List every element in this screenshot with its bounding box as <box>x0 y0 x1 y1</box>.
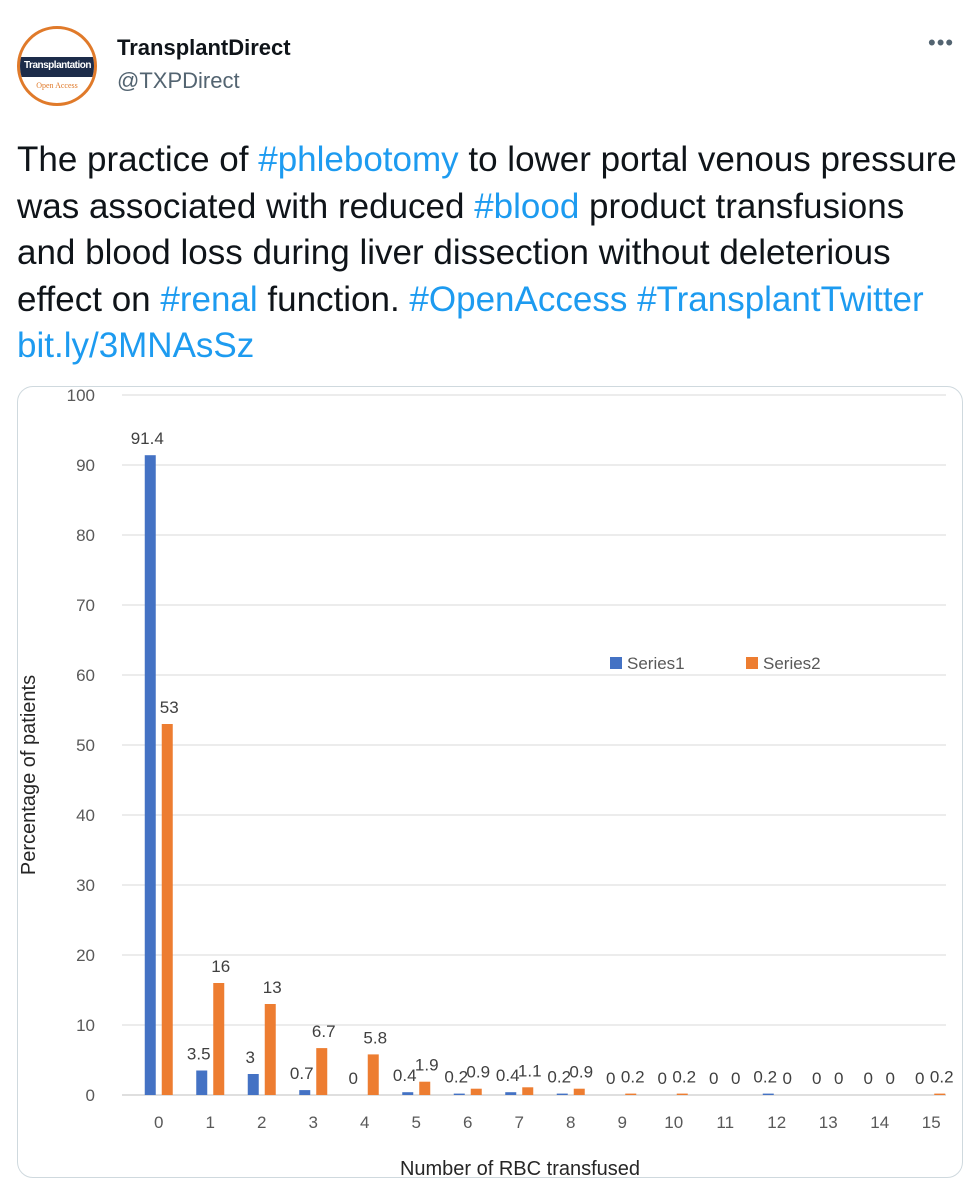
data-label: 0.7 <box>289 1064 314 1084</box>
author-handle[interactable]: @TXPDirect <box>117 68 240 93</box>
bar-series2 <box>574 1089 585 1095</box>
x-tick-label: 1 <box>205 1113 215 1132</box>
data-label: 0 <box>885 1069 895 1088</box>
hashtag-link[interactable]: #OpenAccess <box>409 279 628 319</box>
bar-series2 <box>265 1004 276 1095</box>
bar-series2 <box>419 1082 430 1095</box>
bar-series2 <box>162 724 173 1095</box>
y-tick-label: 10 <box>76 1016 95 1035</box>
x-axis-label: Number of RBC transfused <box>399 1158 641 1177</box>
bar-series1 <box>454 1094 465 1095</box>
legend-label-series1: Series1 <box>627 654 685 673</box>
bar-series2 <box>471 1089 482 1095</box>
bar-series1 <box>145 455 156 1095</box>
data-label: 0 <box>782 1069 792 1088</box>
x-tick-label: 9 <box>617 1113 627 1132</box>
x-tick-label: 12 <box>767 1113 787 1132</box>
legend-label-series2: Series2 <box>763 654 821 673</box>
data-label: 0.2 <box>444 1067 469 1087</box>
data-label: 91.4 <box>130 429 164 449</box>
data-label: 1.9 <box>414 1055 439 1075</box>
bar-series2 <box>368 1054 379 1095</box>
tweet-text-segment: to lower portal venous pressure was associated with reduced <box>17 140 957 226</box>
tweet-text <box>17 137 962 370</box>
data-label: 0 <box>657 1069 667 1088</box>
x-tick-label: 14 <box>870 1113 890 1132</box>
tweet-text-segment: The practice of <box>17 140 259 179</box>
y-tick-label: 40 <box>76 806 95 825</box>
x-tick-label: 5 <box>411 1113 421 1132</box>
data-label: 0.9 <box>466 1062 491 1082</box>
data-label: 0.2 <box>753 1067 778 1087</box>
hashtag-link[interactable]: #TransplantTwitter <box>637 279 924 319</box>
data-label: 0 <box>348 1069 358 1088</box>
x-tick-label: 2 <box>257 1113 267 1132</box>
data-label: 0.4 <box>495 1066 520 1086</box>
chart-image[interactable] <box>17 386 963 1178</box>
y-tick-label: 90 <box>76 456 95 475</box>
data-label: 0 <box>915 1069 925 1088</box>
tweet-text-segment <box>627 280 637 319</box>
bar-series2 <box>625 1094 636 1095</box>
bar-series2 <box>316 1048 327 1095</box>
data-label: 0 <box>731 1069 741 1088</box>
bar-series1 <box>557 1094 568 1095</box>
x-tick-label: 4 <box>360 1113 370 1132</box>
avatar-sub-text: Open Access <box>36 81 78 90</box>
data-label: 0.2 <box>620 1067 645 1087</box>
bar-series2 <box>677 1094 688 1095</box>
x-tick-label: 11 <box>716 1113 735 1132</box>
x-tick-label: 0 <box>154 1113 164 1132</box>
author-name[interactable]: TransplantDirect <box>117 35 291 60</box>
x-tick-label: 3 <box>308 1113 318 1132</box>
y-axis-label: Percentage of patients <box>18 674 40 876</box>
avatar-logo-text: Transplantation <box>24 60 91 71</box>
data-label: 0 <box>812 1069 822 1088</box>
x-tick-label: 6 <box>463 1113 473 1132</box>
avatar[interactable] <box>17 26 97 106</box>
bar-series2 <box>934 1094 945 1095</box>
data-label: 53 <box>159 698 179 717</box>
data-label: 0 <box>863 1069 873 1088</box>
bar-series1 <box>196 1071 207 1096</box>
x-tick-label: 8 <box>566 1113 576 1132</box>
data-label: 0.2 <box>547 1067 572 1087</box>
data-label: 3 <box>245 1048 255 1067</box>
hashtag-link[interactable]: #blood <box>474 186 580 226</box>
y-tick-label: 80 <box>76 526 95 545</box>
data-label: 0 <box>606 1069 616 1088</box>
y-tick-label: 30 <box>76 876 95 895</box>
data-label: 0 <box>709 1069 719 1088</box>
y-tick-label: 100 <box>66 387 95 405</box>
data-label: 0 <box>834 1069 844 1088</box>
bar-series1 <box>505 1092 516 1095</box>
bar-series2 <box>522 1087 533 1095</box>
hashtag-link[interactable]: #renal <box>160 279 258 319</box>
y-tick-label: 0 <box>85 1086 95 1105</box>
bar-chart <box>18 387 962 1177</box>
bar-series1 <box>299 1090 310 1095</box>
legend-swatch-series2 <box>746 657 758 669</box>
url-link[interactable]: bit.ly/3MNAsSz <box>17 326 255 365</box>
data-label: 0.9 <box>569 1062 594 1082</box>
data-label: 0.4 <box>392 1066 417 1086</box>
data-label: 0.2 <box>672 1067 697 1087</box>
bar-series2 <box>213 983 224 1095</box>
data-label: 16 <box>211 957 231 976</box>
bar-series1 <box>763 1094 774 1095</box>
data-label: 6.7 <box>311 1022 336 1042</box>
data-label: 13 <box>262 978 282 997</box>
tweet-text-segment: product transfusions and blood loss during liver dissection without deleterious effect on <box>17 186 905 319</box>
hashtag-link[interactable]: #phlebotomy <box>258 140 459 179</box>
data-label: 1.1 <box>517 1061 542 1081</box>
y-tick-label: 20 <box>76 946 95 965</box>
data-label: 5.8 <box>363 1028 388 1048</box>
bar-series1 <box>402 1092 413 1095</box>
y-tick-label: 50 <box>76 736 95 755</box>
data-label: 0.2 <box>929 1067 954 1087</box>
data-label: 3.5 <box>186 1044 211 1064</box>
y-tick-label: 60 <box>76 666 95 685</box>
x-tick-label: 7 <box>514 1113 524 1132</box>
tweet-text-segment: function. <box>257 279 410 319</box>
x-tick-label: 13 <box>818 1113 838 1132</box>
legend-swatch-series1 <box>610 657 622 669</box>
bar-series1 <box>248 1074 259 1095</box>
more-icon[interactable]: ••• <box>928 30 955 55</box>
x-tick-label: 15 <box>921 1113 941 1132</box>
y-tick-label: 70 <box>76 596 95 615</box>
x-tick-label: 10 <box>664 1113 684 1132</box>
